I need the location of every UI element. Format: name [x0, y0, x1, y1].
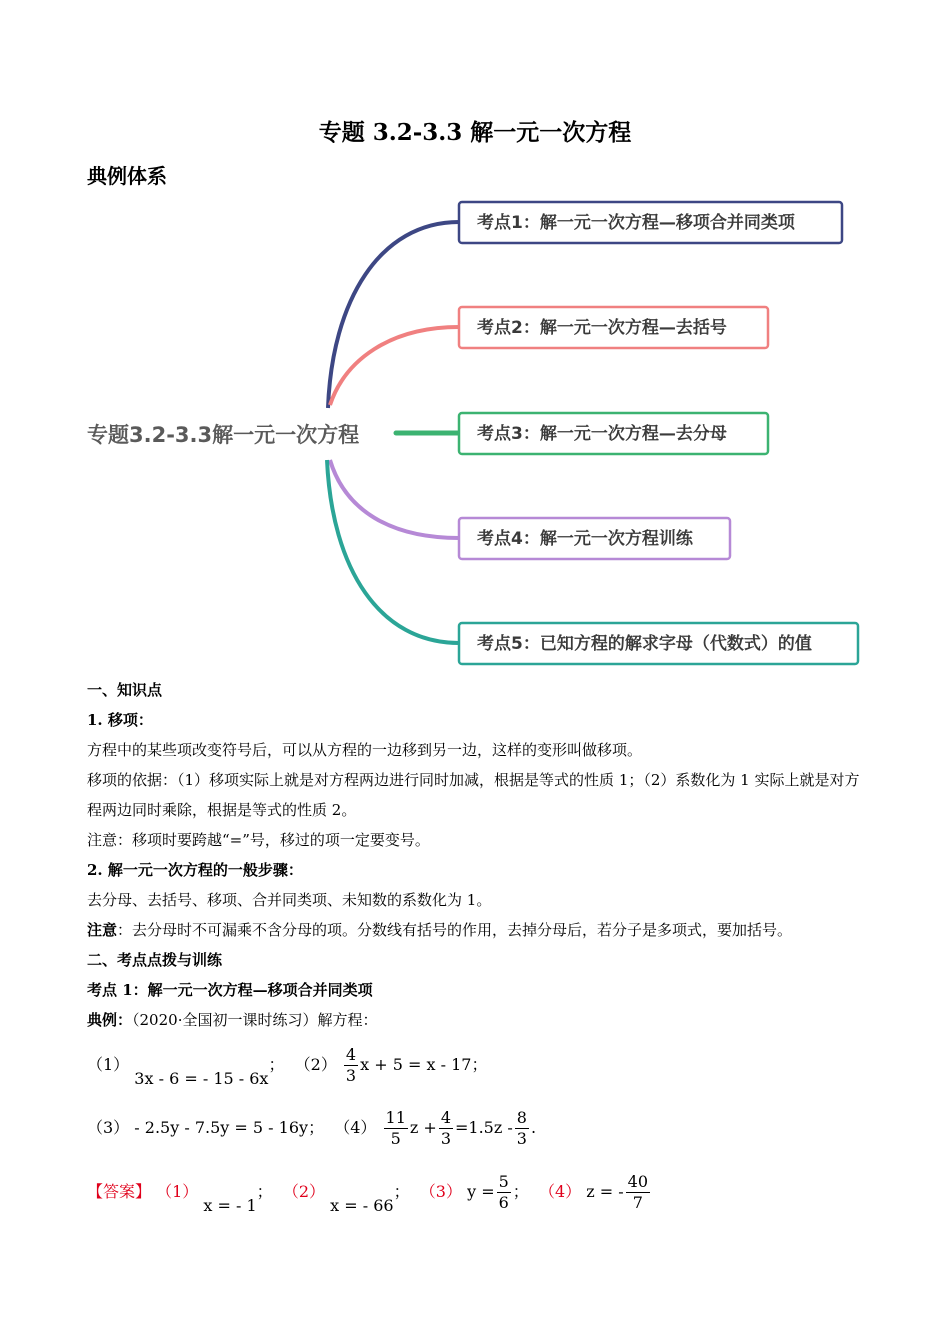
answer-1: x = - 1 — [203, 1196, 257, 1215]
example-source: （2020·全国初一课时练习）解方程： — [132, 1011, 378, 1029]
branch-5 — [327, 460, 459, 643]
mindmap-node-label: 考点3：解一元一次方程—去分母 — [477, 424, 727, 444]
answer-3-lhs: y = — [467, 1182, 495, 1201]
knowledge-heading: 一、知识点 — [87, 681, 163, 699]
answer-4-lhs: z = - — [586, 1182, 624, 1201]
mindmap-node-3 — [459, 413, 768, 454]
item2-title: 2. 解一元一次方程的一般步骤： — [87, 861, 303, 879]
mind-map — [0, 190, 950, 670]
practice-heading: 二、考点点拨与训练 — [87, 951, 223, 969]
mindmap-node-2 — [459, 307, 768, 348]
eq4-mid: =1.5z - — [455, 1118, 513, 1137]
fraction-11-5: $\frac{11}{5}$ — [385, 1108, 406, 1148]
eq4-label: （4） — [334, 1118, 377, 1137]
example-label: 典例： — [87, 1011, 133, 1029]
equation-row-1 — [87, 1045, 487, 1089]
fraction-40-7: $\frac{40}{7}$ — [627, 1172, 649, 1212]
item1-title: 1. 移项： — [87, 711, 153, 729]
a2-label: （2） — [282, 1182, 326, 1201]
sep: ； — [256, 1182, 273, 1201]
item2-note — [87, 920, 792, 940]
mindmap-node-label: 考点1：解一元一次方程—移项合并同类项 — [477, 213, 795, 233]
sep: ； — [393, 1182, 410, 1201]
answer-label: 【答案】 — [87, 1182, 152, 1201]
branch-2 — [330, 327, 459, 405]
section-heading: 典例体系 — [87, 164, 167, 188]
fraction-8-3: $\frac{8}{3}$ — [516, 1108, 527, 1148]
topic1-heading: 考点 1：解一元一次方程—移项合并同类项 — [87, 981, 373, 999]
item1-definition: 方程中的某些项改变符号后，可以从方程的一边移到另一边，这样的变形叫做移项。 — [87, 741, 643, 759]
eq1: 3x - 6 = - 15 - 6x — [134, 1069, 269, 1088]
answer-row — [87, 1172, 652, 1216]
eq2: x + 5 = x - 17 — [360, 1055, 472, 1074]
fraction-4-3: $\frac{4}{3}$ — [440, 1108, 451, 1148]
eq3: - 2.5y - 7.5y = 5 - 16y — [134, 1118, 309, 1137]
a1-label: （1） — [156, 1182, 199, 1201]
mindmap-node-label: 考点4：解一元一次方程训练 — [477, 529, 693, 549]
equation-row-2: （3） - 2.5y - 7.5y = 5 - 16y； （4） $\frac{11}{5}$ z + $\frac{4}{3}$ =1.5z - $\frac{8}{3}$ . — [87, 1108, 537, 1148]
a4-label: （4） — [538, 1182, 582, 1201]
mindmap-node-1 — [459, 202, 842, 243]
eq1-label: （1） — [87, 1055, 130, 1074]
branch-4 — [330, 460, 459, 538]
fraction-4-3: $\frac{4}{3}$ — [345, 1045, 357, 1085]
mindmap-center: 专题3.2-3.3解一元一次方程 — [87, 423, 360, 447]
mindmap-node-label: 考点5：已知方程的解求字母（代数式）的值 — [477, 634, 812, 654]
answer-2: x = - 66 — [330, 1196, 394, 1215]
sep: ； — [308, 1118, 325, 1137]
a3-label: （3） — [419, 1182, 462, 1201]
branch-1 — [328, 222, 459, 408]
example-line — [87, 1010, 377, 1030]
mindmap-node-label: 考点2：解一元一次方程—去括号 — [477, 318, 727, 338]
item2-steps: 去分母、去括号、移项、合并同类项、未知数的系数化为 1。 — [87, 891, 492, 909]
period: . — [530, 1118, 537, 1137]
note-label: 注意 — [87, 921, 118, 939]
sep: ； — [268, 1055, 285, 1074]
fraction-5-6: $\frac{5}{6}$ — [498, 1172, 509, 1212]
page-title: 专题 3.2-3.3 解一元一次方程 — [318, 119, 632, 146]
item1-note: 注意：移项时要跨越“=”号，移过的项一定要变号。 — [87, 831, 430, 849]
sep: ； — [512, 1182, 529, 1201]
item1-basis: 移项的依据：（1）移项实际上就是对方程两边进行同时加减，根据是等式的性质 1；（2）系数化为 1 实际上就是对方程两边同时乘除，根据是等式的性质 2。 — [87, 771, 860, 819]
eq3-label: （3） — [87, 1118, 130, 1137]
mindmap-node-5 — [459, 623, 858, 664]
eq2-label: （2） — [294, 1055, 337, 1074]
sep: ； — [471, 1055, 488, 1074]
note-text: ：去分母时不可漏乘不含分母的项。分数线有括号的作用，去掉分母后，若分子是多项式，要加括号。 — [117, 921, 793, 939]
mindmap-node-4 — [459, 518, 730, 559]
